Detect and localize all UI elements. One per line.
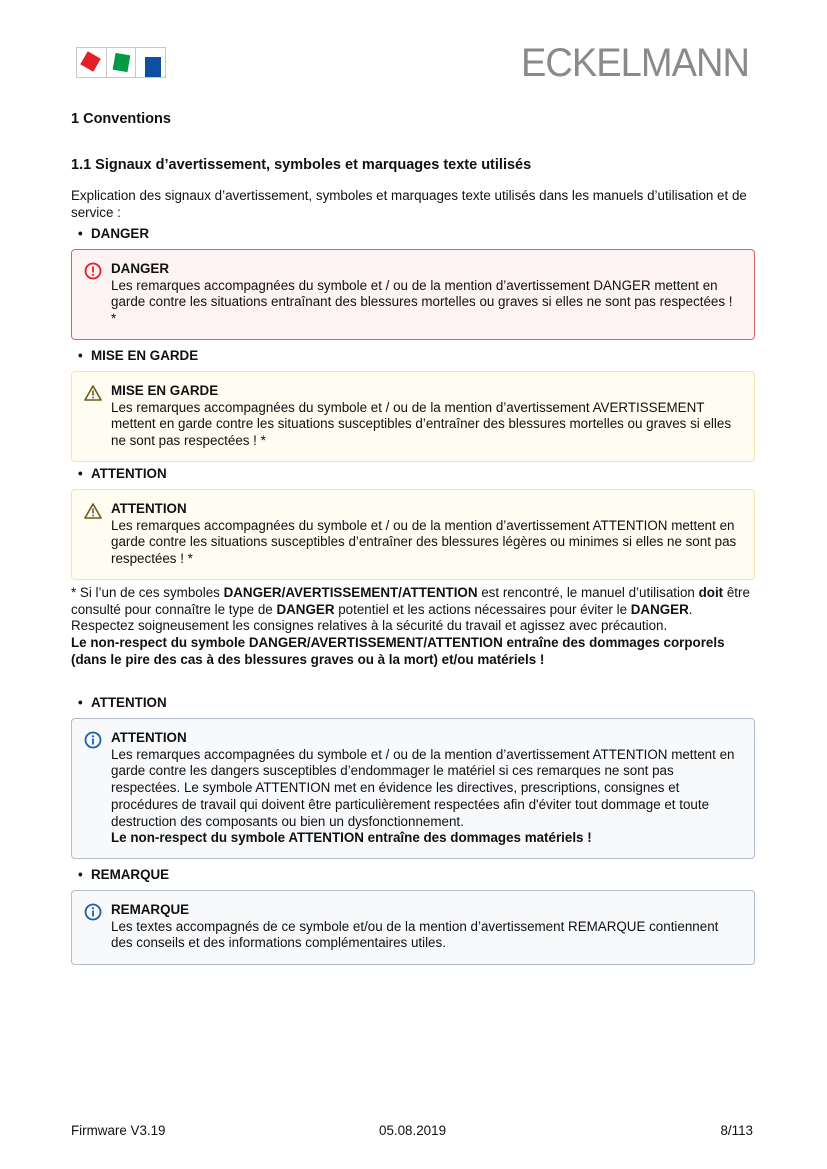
brand-name: ECKELMANN — [521, 41, 749, 85]
box-title: MISE EN GARDE — [111, 383, 219, 398]
intro-paragraph: Explication des signaux d’avertissement, symboles et marquages texte utilisés dans les manuels d’utilisation et de service : — [71, 188, 747, 220]
attention-info-box — [71, 718, 755, 859]
bullet-remarque: • REMARQUE — [78, 867, 170, 882]
footer-version: Firmware V3.19 — [71, 1123, 166, 1138]
box-bold-note: Le non-respect du symbole ATTENTION entraîne des dommages matériels ! — [111, 830, 592, 846]
box-title: REMARQUE — [111, 902, 190, 917]
box-title: ATTENTION — [111, 501, 187, 516]
info-circle-icon — [84, 903, 102, 921]
warning-box — [71, 371, 755, 462]
company-logo — [76, 47, 166, 78]
footer-date: 05.08.2019 — [379, 1123, 447, 1138]
info-circle-icon — [84, 731, 102, 749]
box-title: DANGER — [111, 261, 170, 276]
section-heading: 1 Conventions — [71, 111, 171, 127]
danger-box — [71, 249, 755, 340]
caution-box — [71, 489, 755, 580]
remark-box — [71, 890, 755, 965]
box-body: Les remarques accompagnées du symbole et / ou de la mention d’avertissement ATTENTION mettent en garde contre les situations susceptibles d’entraîner des blessures légères ou minimes si elles ne sont pas respectées ! * — [111, 517, 737, 567]
exclamation-circle-icon — [84, 262, 102, 280]
subsection-heading: 1.1 Signaux d’avertissement, symboles et marquages texte utilisés — [71, 157, 532, 173]
footer-page-number: 8/113 — [720, 1123, 753, 1138]
box-title: ATTENTION — [111, 730, 187, 745]
warning-triangle-icon — [84, 502, 102, 520]
box-body: Les remarques accompagnées du symbole et / ou de la mention d’avertissement DANGER mettent en garde contre les situations entraînant des blessures mortelles ou graves si elles ne sont pas respectées ! * — [111, 277, 733, 327]
box-body: Les remarques accompagnées du symbole et / ou de la mention d’avertissement ATTENTION mettent en garde contre les dangers susceptibles d’endommager le matériel si ces remarques ne sont pas respectées. Le symbole ATTENTION met en évidence les directives, prescriptions, consignes et procédures de travail qui doivent être particulièrement respectées afin d'éviter tout dommage et toute destruction des composants ou bien un dysfonctionnement. — [111, 746, 735, 829]
bullet-mise-en-garde: • MISE EN GARDE — [78, 348, 199, 363]
box-body: Les remarques accompagnées du symbole et / ou de la mention d’avertissement AVERTISSEMENT mettent en garde contre les situations susceptibles d’entraîner des blessures mortelles ou graves si elles ne sont pas respectées ! * — [111, 399, 732, 449]
warning-triangle-icon — [84, 384, 102, 402]
symbol-note: * Si l’un de ces symboles DANGER/AVERTISSEMENT/ATTENTION est rencontré, le manuel d’utilisation doit être consulté pour connaître le type de DANGER potentiel et les actions nécessaires pour éviter le DANGER. Respectez soigneusement les consignes relatives à la sécurité du travail et agissez avec précaution. Le non-respect du symbole DANGER/AVERTISSEMENT/ATTENTION entraîne des dommages corporels (dans le pire des cas à des blessures graves ou à la mort) et/ou matériels ! — [71, 585, 750, 667]
box-body: Les textes accompagnés de ce symbole et/ou de la mention d’avertissement REMARQUE contiennent des conseils et des informations complémentaires utiles. — [111, 918, 719, 951]
bullet-attention: • ATTENTION — [78, 466, 167, 481]
bullet-danger: • DANGER — [78, 226, 150, 241]
bullet-attention-info: • ATTENTION — [78, 695, 167, 710]
